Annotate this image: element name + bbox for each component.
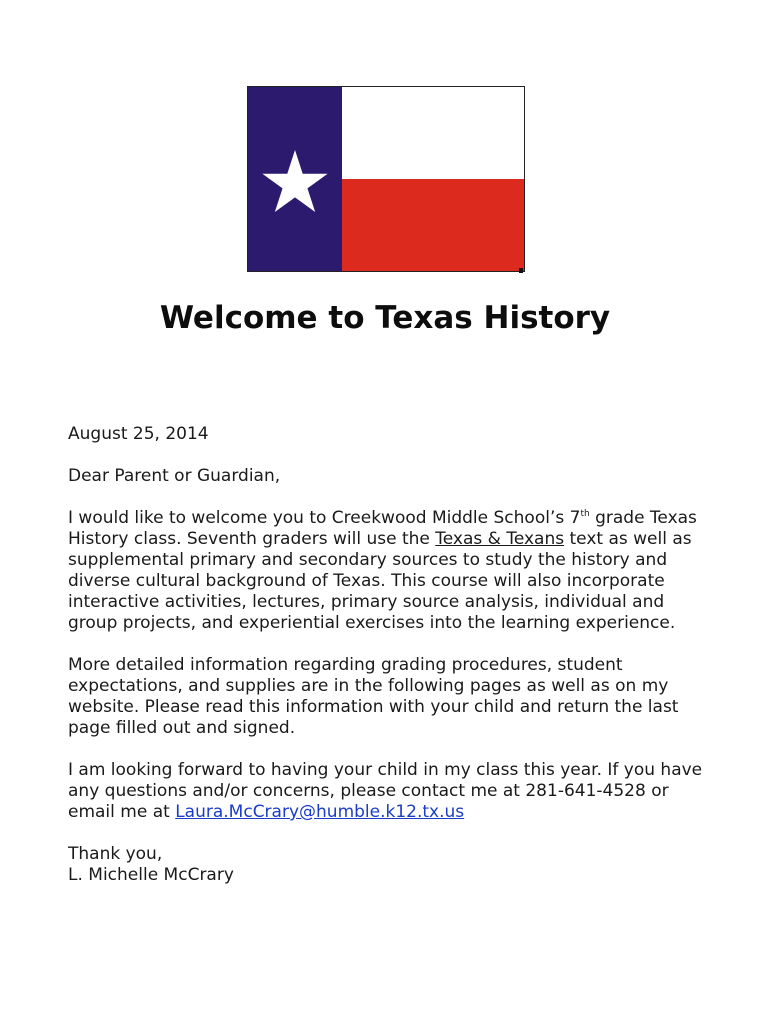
flag-red-stripe (342, 179, 524, 271)
letter-salutation: Dear Parent or Guardian, (68, 466, 281, 486)
page-title: Welcome to Texas History (159, 300, 611, 336)
letter-closing: Thank you, (68, 844, 163, 864)
paragraph-text: text as well as supplemental primary and secondary sources to study the history and diverse cultural background of Texas. This course will also incorporate interactive activities, lectures, primary source analysis, individual and group projects, and experiential exercises into the learning experience. (68, 529, 692, 633)
letter-paragraph-information: More detailed information regarding grading procedures, student expectations, and supplies are in the following pages as well as on my website. Please read this information with your child and return the last page filled out and signed. (68, 655, 679, 738)
paragraph-text: I would like to welcome you to Creekwood Middle School’s 7 (68, 508, 581, 528)
letter-body (68, 424, 713, 886)
letter-paragraph-welcome (68, 508, 713, 634)
letter-signature: L. Michelle McCrary (68, 865, 234, 885)
flag-white-stripe (342, 87, 524, 180)
paragraph-text: grade Texas History class. Seventh graders will use the (68, 508, 697, 549)
letter-date: August 25, 2014 (68, 424, 209, 444)
email-link[interactable]: Laura.McCrary@humble.k12.tx.us (175, 802, 465, 822)
texas-flag-image (247, 86, 525, 272)
flag-blue-stripe (248, 87, 342, 271)
star-icon (262, 150, 328, 212)
ordinal-suffix: th (580, 509, 590, 519)
textbook-title: Texas & Texans (435, 529, 565, 549)
flag-corner-mark (519, 268, 523, 273)
letter-paragraph-contact (68, 760, 713, 823)
paragraph-text: I am looking forward to having your child in my class this year. If you have any questions and/or concerns, please contact me at 281-641-4528 or email me at (68, 760, 703, 822)
